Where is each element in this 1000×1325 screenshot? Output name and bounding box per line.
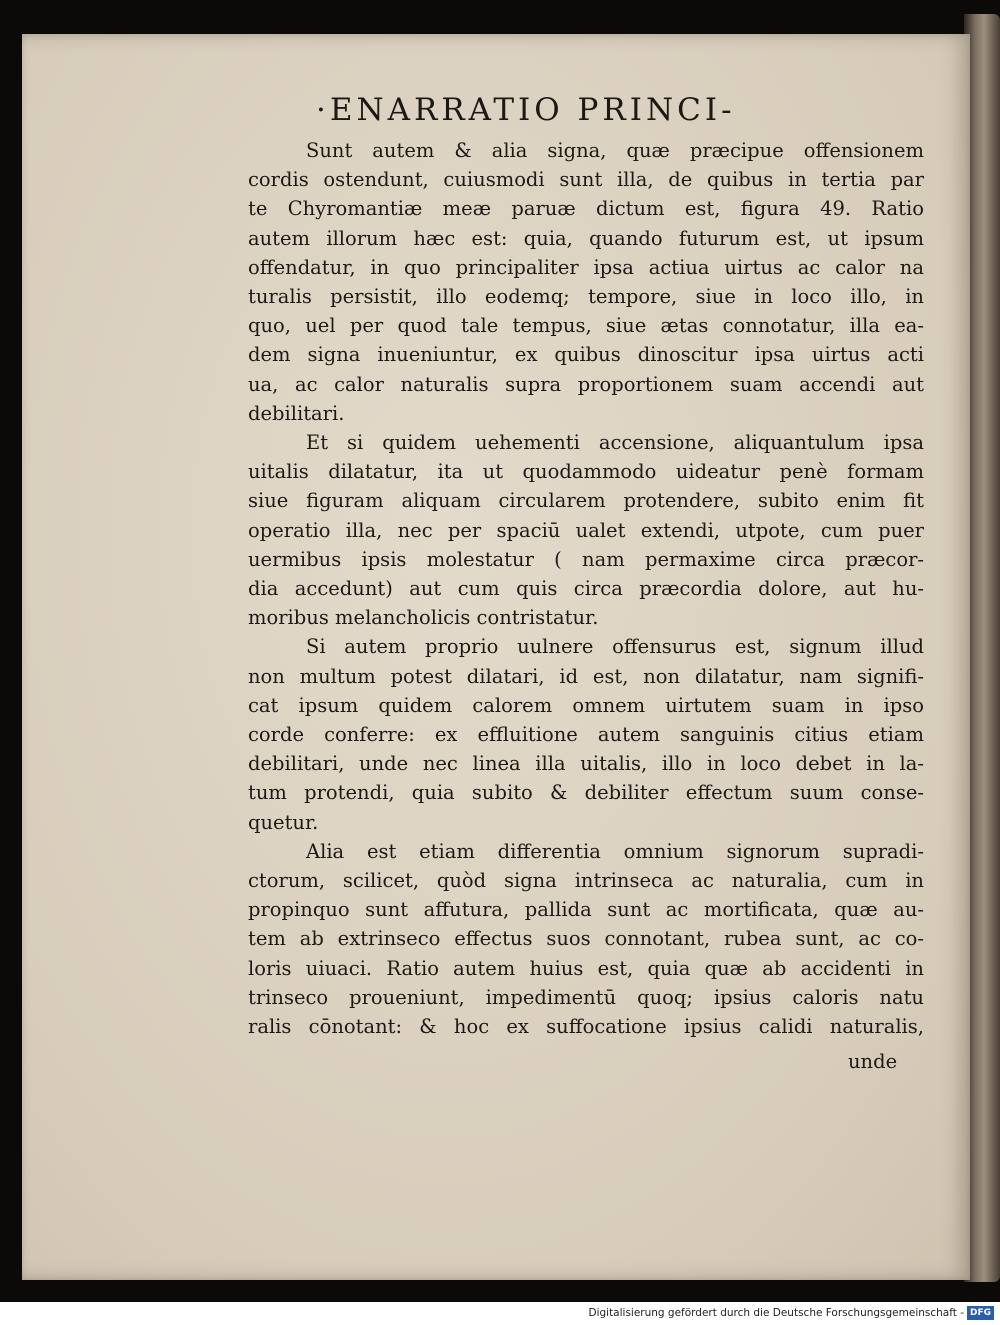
text-line: Si autem proprio uulnere offensurus est, signum illud [306,635,924,659]
catchword: unde [848,1050,898,1073]
text-line: cat ipsum quidem calorem omnem uirtutem suam in ipso [248,693,924,717]
text-line: loris uiuaci. Ratio autem huius est, quia quæ ab accidenti in [248,956,924,980]
text-line: corde conferre: ex effluitione autem sanguinis citius etiam [248,723,924,747]
paragraph-2 [248,428,924,632]
text-line: dem signa inueniuntur, ex quibus dinoscitur ipsa uirtus acti [248,343,924,367]
text-line: offendatur, in quo principaliter ipsa actiua uirtus ac calor na [248,255,924,279]
dfg-logo-icon: DFG [967,1306,994,1320]
text-line: ua, ac calor naturalis supra proportionem suam accendi aut [248,372,924,396]
text-line: propinquo sunt affutura, pallida sunt ac mortificata, quæ au- [248,898,924,922]
digitization-footer [0,1302,1000,1325]
text-line: quo, uel per quod tale tempus, siue ætas connotatur, illa ea- [248,314,924,338]
text-line: debilitari, unde nec linea illa uitalis, illo in loco debet in la- [248,752,924,776]
text-line: uermibus ipsis molestatur ( nam permaxime circa præcor- [248,547,924,571]
funding-credit: Digitalisierung gefördert durch die Deutsche Forschungsgemeinschaft - [588,1307,964,1319]
text-line: turalis persistit, illo eodemq; tempore, siue in loco illo, in [248,285,924,309]
text-line: Et si quidem uehementi accensione, aliquantulum ipsa [306,431,924,455]
text-line: non multum potest dilatari, id est, non dilatatur, nam signifi- [248,664,924,688]
text-line: autem illorum hæc est: quia, quando futurum est, ut ipsum [248,226,924,250]
text-line: tem ab extrinseco effectus suos connotant, rubea sunt, ac co- [248,927,924,951]
text-line: dia accedunt) aut cum quis circa præcordia dolore, aut hu- [248,577,924,601]
text-line: operatio illa, nec per spaciū ualet extendi, utpote, cum puer [248,518,924,542]
body-text [248,136,924,1041]
text-line: moribus melancholicis contristatur. [248,606,599,630]
text-line: siue figuram aliquam circularem protendere, subito enim fit [248,489,924,513]
text-line: cordis ostendunt, cuiusmodi sunt illa, de quibus in tertia par [248,168,924,192]
text-line: ctorum, scilicet, quòd signa intrinseca ac naturalia, cum in [248,869,924,893]
paragraph-3 [248,632,924,836]
text-line: quetur. [248,810,319,834]
paragraph-4 [248,837,924,1041]
text-line: trinseco proueniunt, impedimentū quoq; ipsius caloris natu [248,985,924,1009]
text-line: debilitari. [248,401,345,425]
running-header: ·ENARRATIO PRINCI- [316,92,736,128]
text-line: ralis cōnotant: & hoc ex suffocatione ipsius calidi naturalis, [248,1015,924,1039]
text-line: tum protendi, quia subito & debiliter effectum suum conse- [248,781,924,805]
text-line: Alia est etiam differentia omnium signorum supradi- [306,839,924,863]
paragraph-1 [248,136,924,428]
text-line: Sunt autem & alia signa, quæ præcipue offensionem [306,139,924,162]
text-line: uitalis dilatatur, ita ut quodammodo uideatur penè formam [248,460,924,484]
text-line: te Chyromantiæ meæ paruæ dictum est, figura 49. Ratio [248,197,924,221]
